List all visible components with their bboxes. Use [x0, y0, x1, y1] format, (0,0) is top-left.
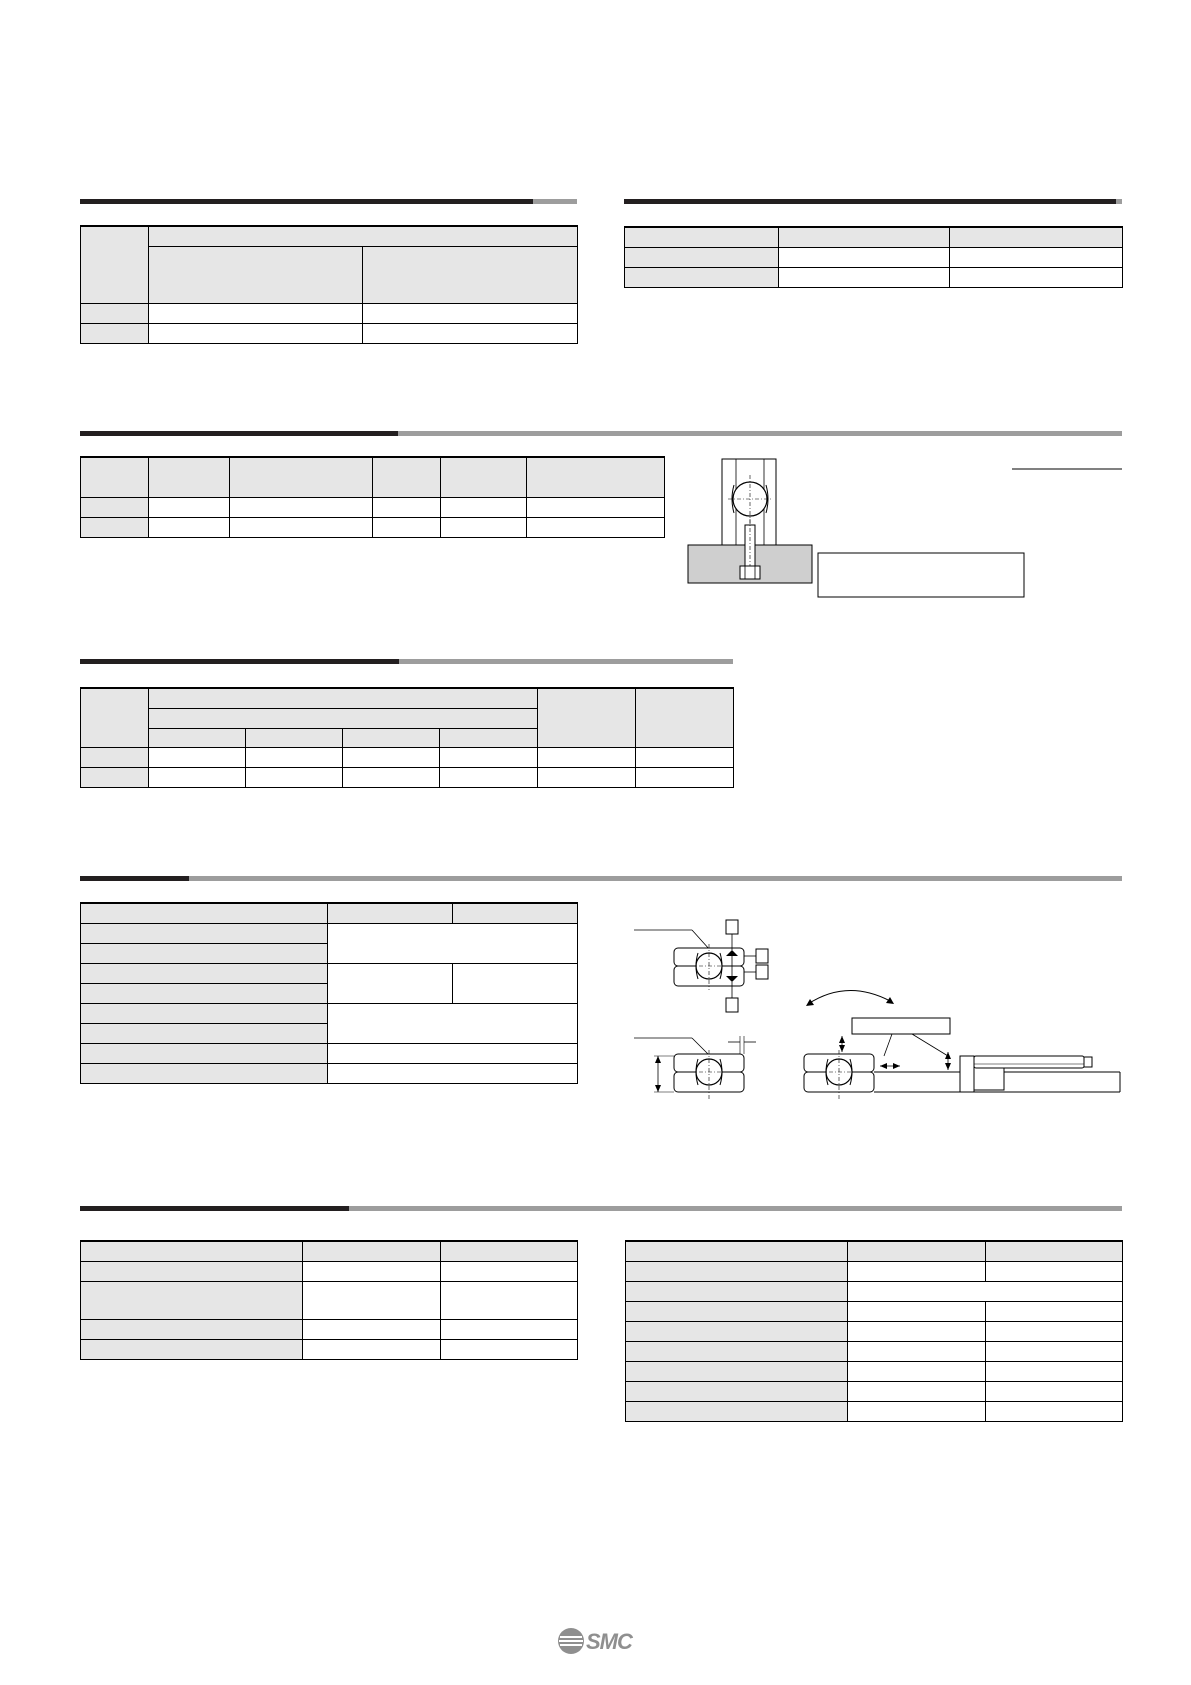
table-row — [81, 1043, 578, 1063]
table-row — [81, 323, 578, 343]
table-cell — [149, 246, 363, 303]
section-rule-1b — [624, 199, 1122, 204]
table-1 — [80, 225, 578, 344]
table-cell — [81, 226, 149, 303]
mounting-section-figure — [684, 455, 1124, 605]
smc-logo — [556, 1626, 642, 1656]
table-row — [81, 963, 578, 983]
table-row — [81, 1281, 578, 1319]
table-5 — [80, 902, 578, 1084]
table-row — [626, 1381, 1123, 1401]
table-row — [81, 1319, 578, 1339]
table-row — [626, 1361, 1123, 1381]
smc-logo-text: SMC — [586, 1629, 632, 1654]
table-row — [625, 267, 1123, 287]
table-row — [81, 303, 578, 323]
table-row — [81, 1003, 578, 1023]
table-2 — [624, 226, 1123, 288]
section-rule-5 — [80, 1206, 1122, 1211]
table-3 — [80, 456, 665, 538]
table-6 — [80, 1240, 578, 1360]
table-row — [81, 1339, 578, 1359]
section-rule-3 — [80, 659, 733, 664]
section-rule-2 — [80, 431, 1122, 436]
table-row — [81, 923, 578, 943]
table-4 — [80, 687, 734, 788]
table-7 — [625, 1240, 1123, 1422]
smc-logo-mark-icon — [556, 1626, 586, 1656]
table-row — [626, 1281, 1123, 1301]
table-row — [626, 1321, 1123, 1341]
table-row — [81, 767, 734, 787]
section-rule-1a — [80, 199, 577, 204]
tolerance-figure — [630, 906, 1124, 1106]
table-row — [81, 497, 665, 517]
table-row — [626, 1401, 1123, 1421]
table-row — [626, 1261, 1123, 1281]
table-row — [81, 1261, 578, 1281]
table-row — [626, 1301, 1123, 1321]
table-row — [81, 1063, 578, 1083]
table-row — [81, 517, 665, 537]
table-row — [81, 747, 734, 767]
table-row — [626, 1341, 1123, 1361]
table-cell — [363, 246, 578, 303]
section-rule-4 — [80, 876, 1122, 881]
table-row — [625, 247, 1123, 267]
table-cell — [149, 226, 578, 246]
